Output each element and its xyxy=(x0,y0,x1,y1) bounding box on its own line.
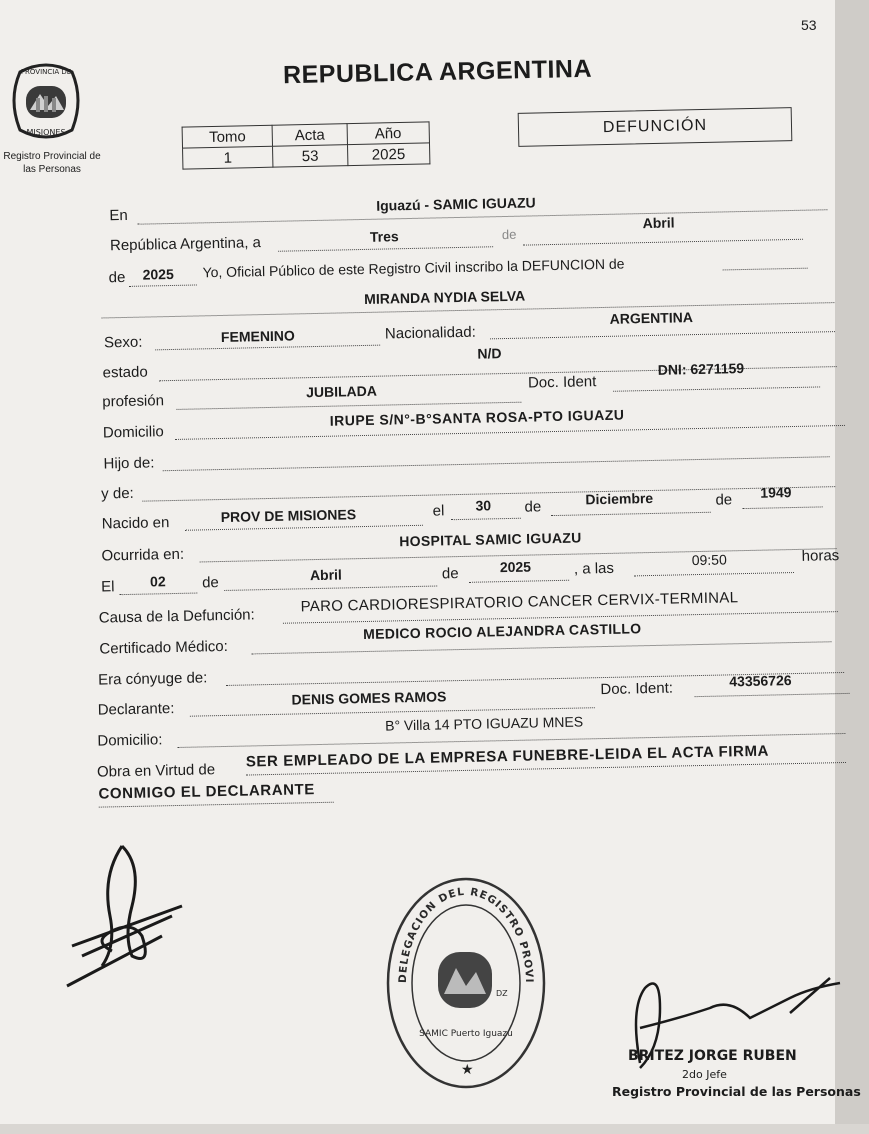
line-doc-ident xyxy=(613,386,820,391)
line-certificado xyxy=(252,641,832,654)
label-en: En xyxy=(109,206,128,225)
country-title: REPUBLICA ARGENTINA xyxy=(282,54,593,90)
value-declarante: DENIS GOMES RAMOS xyxy=(291,688,447,708)
value-dni: DNI: 6271159 xyxy=(657,360,745,378)
label-nacionalidad: Nacionalidad: xyxy=(384,323,476,343)
label-de-year: de xyxy=(108,268,126,287)
line-death-year xyxy=(469,580,569,583)
value-certificado: MEDICO ROCIO ALEJANDRA CASTILLO xyxy=(363,620,642,643)
value-place: Iguazú - SAMIC IGUAZU xyxy=(376,194,536,214)
label-horas: horas xyxy=(801,547,840,565)
label-certificado: Certificado Médico: xyxy=(99,637,229,658)
label-doc-ident-2: Doc. Ident: xyxy=(600,679,674,699)
official-seal xyxy=(384,876,548,1090)
official-name: BRITEZ JORGE RUBEN xyxy=(628,1048,797,1064)
label-el-2: El xyxy=(100,578,115,596)
svg-text:MISIONES: MISIONES xyxy=(26,128,66,137)
official-role: 2do Jefe xyxy=(682,1068,727,1081)
label-conyuge: Era cónyuge de: xyxy=(97,669,208,689)
line-death-day xyxy=(119,593,197,596)
value-obra-line-2: CONMIGO EL DECLARANTE xyxy=(98,781,316,803)
value-obra-line-1: SER EMPLEADO DE LA EMPRESA FUNEBRE-LEIDA EL ACTA FIRMA xyxy=(245,742,770,771)
value-nacionalidad: ARGENTINA xyxy=(609,309,694,327)
label-sexo: Sexo: xyxy=(103,333,143,352)
page-number: 53 xyxy=(801,17,817,33)
value-ocurrida-en: HOSPITAL SAMIC IGUAZU xyxy=(399,529,582,550)
line-statement xyxy=(723,268,808,271)
line-day xyxy=(278,246,493,252)
label-el: el xyxy=(432,502,445,520)
label-domicilio: Domicilio xyxy=(102,423,164,442)
line-month xyxy=(523,239,803,246)
record-header-acta: Acta xyxy=(272,124,347,147)
line-birth-day xyxy=(451,518,521,520)
label-de-1: de xyxy=(524,498,542,516)
label-statement: Yo, Oficial Público de este Registro Civil inscribo la DEFUNCION de xyxy=(202,255,625,281)
label-doc-ident: Doc. Ident xyxy=(527,373,597,392)
line-hijo-de xyxy=(163,456,830,471)
label-republica: República Argentina, a xyxy=(109,234,262,255)
value-domicilio: IRUPE S/N°-B°SANTA ROSA-PTO IGUAZU xyxy=(329,406,625,429)
label-de-4: de xyxy=(441,565,459,583)
value-deceased: MIRANDA NYDIA SELVA xyxy=(364,287,526,307)
line-year xyxy=(129,284,197,286)
label-obra: Obra en Virtud de xyxy=(96,761,216,781)
registry-line-2: las Personas xyxy=(23,164,81,175)
seal-code: DZ xyxy=(496,989,508,998)
line-death-month xyxy=(224,586,437,591)
label-profesion: profesión xyxy=(102,392,165,411)
value-death-time: 09:50 xyxy=(691,551,727,569)
seal-inner: SAMIC Puerto Iguazu xyxy=(419,1029,513,1039)
label-causa: Causa de la Defunción: xyxy=(98,606,255,627)
value-death-day: 02 xyxy=(149,573,166,590)
act-type-box: DEFUNCIÓN xyxy=(518,107,793,147)
line-sexo xyxy=(155,345,380,351)
line-nacido-en xyxy=(185,525,423,531)
value-sexo: FEMENINO xyxy=(220,327,295,345)
label-declarante: Declarante: xyxy=(97,700,175,719)
record-value-tomo: 1 xyxy=(183,146,274,169)
value-birth-year: 1949 xyxy=(760,484,792,501)
line-obra-2 xyxy=(99,802,334,808)
record-value-ano: 2025 xyxy=(347,143,430,166)
label-hijo-de: Hijo de: xyxy=(103,454,155,473)
label-ocurrida-en: Ocurrida en: xyxy=(101,545,185,565)
value-day: Tres xyxy=(369,228,399,245)
value-birth-day: 30 xyxy=(475,497,492,514)
line-birth-month xyxy=(551,512,711,516)
record-header-ano: Año xyxy=(347,122,430,145)
record-value-acta: 53 xyxy=(273,145,348,168)
line-birth-year xyxy=(743,506,823,509)
label-de-3: de xyxy=(201,574,219,592)
line-place xyxy=(138,209,828,224)
line-domicilio xyxy=(175,425,845,440)
value-causa: PARO CARDIORESPIRATORIO CANCER CERVIX-TERMINAL xyxy=(300,589,739,616)
value-birth-month: Diciembre xyxy=(585,489,654,508)
declarante-signature xyxy=(62,836,192,996)
label-de-2: de xyxy=(715,491,733,509)
label-nacido-en: Nacido en xyxy=(101,514,170,533)
label-y-de: y de: xyxy=(101,484,134,503)
record-header-tomo: Tomo xyxy=(182,125,273,148)
value-nacido-en: PROV DE MISIONES xyxy=(220,506,357,526)
label-domicilio-2: Domicilio: xyxy=(97,731,163,750)
value-death-month: Abril xyxy=(309,566,343,584)
value-year: 2025 xyxy=(142,265,174,283)
svg-text:PROVINCIA DE: PROVINCIA DE xyxy=(20,68,72,76)
value-declarante-domicilio: B° Villa 14 PTO IGUAZU MNES xyxy=(384,713,584,734)
official-institution: Registro Provincial de las Personas xyxy=(612,1084,861,1099)
value-profesion: JUBILADA xyxy=(305,382,378,401)
registry-line-1: Registro Provincial de xyxy=(3,151,101,162)
value-declarante-doc: 43356726 xyxy=(729,672,792,690)
value-estado: N/D xyxy=(477,345,502,362)
line-death-time xyxy=(634,572,794,576)
svg-text:★: ★ xyxy=(461,1062,474,1078)
value-month: Abril xyxy=(642,214,675,232)
label-estado: estado xyxy=(102,363,148,382)
svg-text:DELEGACION DEL REGISTRO PROVIN: DELEGACION DEL REGISTRO PROVI xyxy=(396,885,536,984)
label-a-las: , a las xyxy=(573,559,615,578)
line-nacionalidad xyxy=(490,331,835,339)
line-declarante-doc xyxy=(695,693,850,697)
value-death-year: 2025 xyxy=(499,558,532,576)
label-de-month: de xyxy=(501,226,517,243)
line-profesion xyxy=(176,402,521,410)
